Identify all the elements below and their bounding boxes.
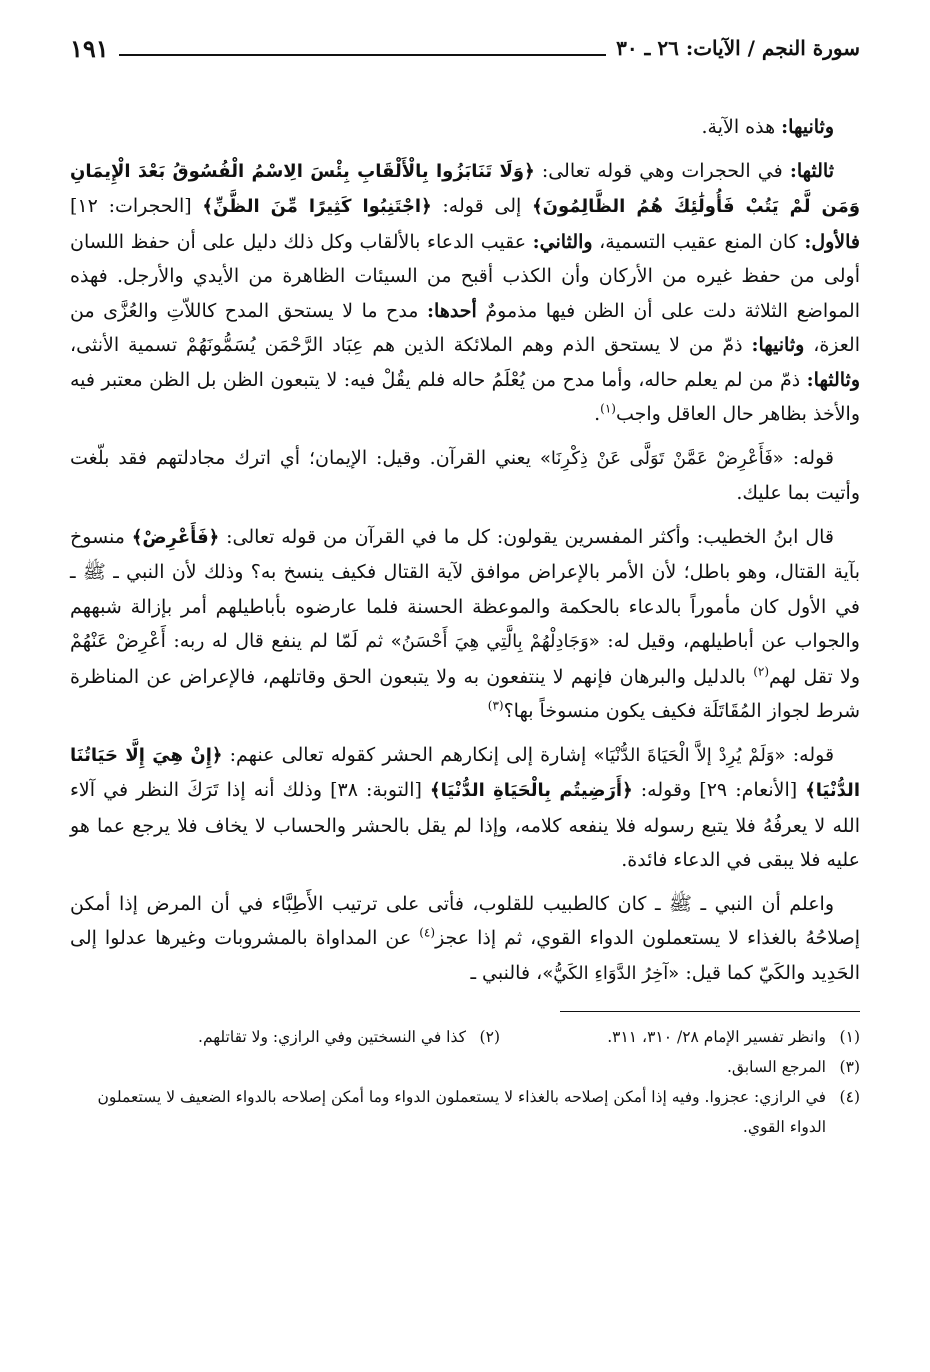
text: ذمّ من لم يعلم حاله، وأما مدح من يُعْلَمُ حاله فلم يقُلْ فيه: لا يتبعون الظن بل الظن معتبر فيه والأخذ بظاهر حال العاقل واجب <box>70 368 860 425</box>
text: يعني القرآن. وقيل: الإيمان؛ أي اترك مجادلتهم فقد بلّغت وأتيت بما عليك. <box>70 446 860 504</box>
quran-quote: ﴿أَرَضِيتُم بِالْحَيَاةِ الدُّنْيَا﴾ <box>430 780 633 801</box>
text: عقيب الدعاء بالألقاب وكل ذلك دليل على أن حفظ اللسان أولى من حفظ غيره من الأركان وأن الكذب أقبح من السيئات الظاهرة من الأيدي والأرجل. فهذه المواضع الثلاثة دلت على أن الظن فيها مذمومٌ <box>70 230 861 322</box>
keyword: ثالثها: <box>789 159 834 182</box>
book-page <box>70 28 860 1348</box>
text: . <box>594 403 601 425</box>
text: ذمّ من لا يستحق الذم وهم الملائكة الذين هم عِبَاد الرَّحْمَن يُسَمُّونَهُمْ تسمية الأنثى، <box>70 334 743 356</box>
citation: [الحجرات: ١٢] <box>70 195 192 217</box>
text: كان المنع عقيب التسمية، <box>599 230 798 253</box>
text: [التوبة: ٣٨] وذلك أنه إذا تَرَكَ النظر في آلاء الله لا يعرفُهُ فلا يتبع رسوله فلا ينفعه كلامه، وإذا لم يقل بالحشر والحساب لا يخاف فلا يرجع عما هو عليه فلا يبقى في الدعاء فائدة. <box>70 779 860 871</box>
footnote-4 <box>70 1082 860 1142</box>
main-text <box>70 110 860 991</box>
footnote-ref[interactable]: (١) <box>600 401 616 416</box>
paragraph-2 <box>70 154 860 432</box>
running-title: سورة النجم / الآيات: ٢٦ ـ ٣٠ <box>606 36 860 60</box>
quran-quote: ﴿فَأَعْرِضْ﴾ <box>131 526 220 548</box>
footnote-ref[interactable]: (٤) <box>419 925 436 940</box>
paragraph-5 <box>70 738 860 878</box>
text: قوله: <box>792 743 835 766</box>
text: ، فالنبي ـ <box>470 961 543 984</box>
keyword: وثانيها: <box>751 334 805 356</box>
keyword: وثانيها: <box>781 116 834 138</box>
footnote-3 <box>70 1052 860 1082</box>
quran-quote: «وَجَادِلْهُمْ بِالَّتِي هِيَ أَحْسَنُ» <box>390 631 600 652</box>
quran-quote: ﴿إِنْ هِيَ إِلَّا حَيَاتُنَا الدُّنْيَا﴾ <box>70 744 860 801</box>
citation: [الأنعام: ٢٩] وقوله: <box>640 779 798 801</box>
footnote-ref[interactable]: (٣) <box>487 698 504 713</box>
quran-quote: ﴿وَلَا تَنَابَزُوا بِالْأَلْقَابِ بِئْسَ الِاسْمُ الْفُسُوقُ بَعْدَ الْإِيمَانِ وَمَن لَّمْ يَتُبْ فَأُولَٰئِكَ هُمُ الظَّالِمُونَ﴾ <box>70 160 861 217</box>
text: واعلم أن النبي ـ ﷺ ـ كان كالطبيب للقلوب، فأتى على ترتيب الأَطِبَّاء في أن المرض إذا أمكن إصلاحُهُ بالغذاء لا يستعملون الدواء القوي، ثم إذا عجز <box>70 892 860 949</box>
footnote-text: كذا في النسختين وفي الرازي: ولا تقاتلهم. <box>198 1028 466 1046</box>
text: إلى قوله: <box>442 195 522 217</box>
paragraph-6 <box>70 887 860 992</box>
keyword: والثاني: <box>532 230 593 253</box>
footnote-number: (١) <box>839 1028 860 1046</box>
paragraph-3 <box>70 441 860 511</box>
footnote-number: (٣) <box>839 1058 860 1076</box>
quran-quote: «وَلَمْ يُرِدْ إلاَّ الْحَيَاةَ الدُّنْيَا» <box>593 744 786 766</box>
text: قال ابنُ الخطيب: وأكثر المفسرين يقولون: كل ما في القرآن من قوله تعالى: <box>226 525 834 548</box>
page-header <box>70 28 860 68</box>
footnote-rule <box>560 1011 860 1012</box>
footnote-text: المرجع السابق. <box>726 1058 826 1076</box>
footnote-text: في الرازي: عجزوا. وفيه إذا أمكن إصلاحه بالغذاء لا يستعملون الدواء وما أمكن إصلاحه بالدواء الضعيف لا يستعملون الدواء القوي. <box>97 1088 826 1136</box>
footnote-number: (٢) <box>479 1028 500 1046</box>
quran-quote: ﴿اجْتَنِبُوا كَثِيرًا مِّنَ الظَّنِّ﴾ <box>202 196 432 217</box>
footnote-row <box>70 1022 860 1052</box>
text: هذه الآية. <box>701 116 776 138</box>
footnote-1 <box>500 1022 860 1052</box>
keyword: وثالثها: <box>806 368 860 391</box>
text: منسوخ بآية القتال، وهو باطل؛ لأن الأمر بالإعراض موافق لآية القتال فكيف ينسخ به؟ وذلك لأن النبي ـ ﷺ ـ في الأول كان مأموراً بالدعاء بالحكمة والموعظة الحسنة فلما عارضوه بأباطيلهم أمر بإزالة شبههم والجواب عن أباطيلهم، وقيل له: <box>70 525 860 652</box>
keyword: فالأول: <box>804 230 861 253</box>
footnote-number: (٤) <box>839 1088 860 1106</box>
text: قوله: <box>792 446 834 469</box>
text: ثم لَمّا لم ينفع قال له ربه: أَعْرِضْ عَنْهُمْ ولا تقل لهم <box>70 630 861 688</box>
keyword: أحدها: <box>427 299 477 322</box>
text: في الحجرات وهي قوله تعالى: <box>541 159 783 182</box>
proverb-quote: «آخِرُ الدَّوَاءِ الكَيُّ» <box>542 962 680 984</box>
page-number: ١٩١ <box>70 34 119 63</box>
text: عن المداواة بالمشروبات وغيرها عدلوا إلى الحَدِيد والكَيّ كما قيل: <box>70 927 860 984</box>
paragraph-1 <box>70 110 860 145</box>
text: إشارة إلى إنكارهم الحشر كقوله تعالى عنهم: <box>229 743 587 766</box>
text: مدح ما لا يستحق المدح كاللاّتِ والعُزَّى من العزة، <box>70 299 860 356</box>
footnotes <box>70 1022 860 1142</box>
footnote-2 <box>198 1022 500 1052</box>
text: بالدليل والبرهان فإنهم لا ينتفعون به ولا يتبعون الحق وقاتلهم، فالإعراض عن المناظرة شرط لجواز المُقَاتَلَة فكيف يكون منسوخاً بها؟ <box>70 665 860 722</box>
footnote-text: وانظر تفسير الإمام ٢٨/ ٣١٠، ٣١١. <box>607 1028 826 1046</box>
quran-quote: «فَأَعْرِضْ عَمَّنْ تَوَلَّى عَنْ ذِكْرِنَا» <box>539 447 784 469</box>
paragraph-4 <box>70 520 860 729</box>
footnote-ref[interactable]: (٢) <box>753 664 770 679</box>
